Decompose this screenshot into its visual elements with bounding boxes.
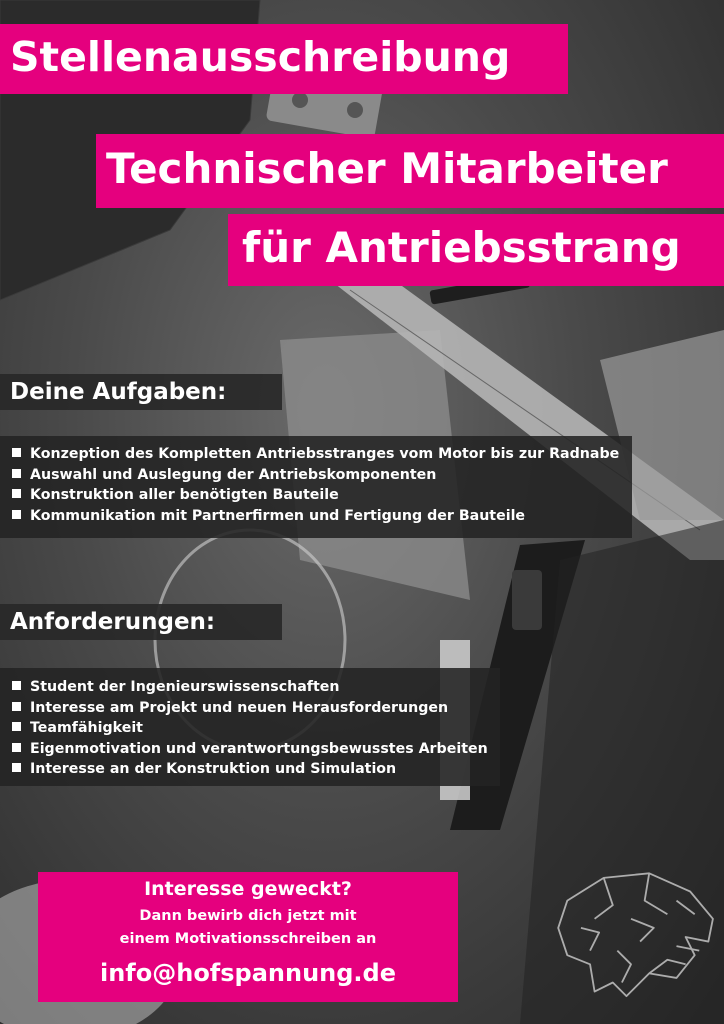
tasks-list — [0, 436, 632, 538]
list-item-text: Konstruktion aller benötigten Bauteile — [30, 487, 339, 503]
square-bullet-icon — [12, 763, 21, 772]
contact-callout — [38, 872, 458, 1002]
square-bullet-icon — [12, 681, 21, 690]
list-item-text: Interesse an der Konstruktion und Simulation — [30, 761, 397, 777]
requirements-list — [0, 668, 500, 786]
square-bullet-icon — [12, 489, 21, 498]
list-item — [12, 485, 632, 506]
square-bullet-icon — [12, 702, 21, 711]
list-item-text: Eigenmotivation und verantwortungsbewusstes Arbeiten — [30, 740, 488, 757]
list-item-text: Auswahl und Auslegung der Antriebskomponenten — [30, 466, 437, 483]
square-bullet-icon — [12, 722, 21, 731]
square-bullet-icon — [12, 469, 21, 478]
list-item — [12, 506, 632, 527]
square-bullet-icon — [12, 448, 21, 457]
list-item — [12, 739, 500, 760]
list-item — [12, 759, 500, 780]
list-item — [12, 465, 632, 486]
list-item-text: Interesse am Projekt und neuen Herausforderungen — [30, 699, 449, 716]
square-bullet-icon — [12, 743, 21, 752]
tasks-heading: Deine Aufgaben: — [0, 374, 282, 410]
list-item-text: Teamfähigkeit — [30, 720, 143, 736]
list-item — [12, 677, 500, 698]
list-item — [12, 718, 500, 739]
square-bullet-icon — [12, 510, 21, 519]
list-item — [12, 444, 632, 465]
poster-title: Stellenausschreibung — [0, 24, 568, 94]
tiger-head-logo — [540, 862, 722, 1012]
list-item-text: Kommunikation mit Partnerfirmen und Fertigung der Bauteile — [30, 507, 526, 524]
list-item-text: Konzeption des Kompletten Antriebsstranges vom Motor bis zur Radnabe — [30, 446, 620, 462]
cta-line-2: einem Motivationsschreiben an — [119, 931, 377, 947]
list-item-text: Student der Ingenieurswissenschaften — [30, 679, 340, 695]
contact-email[interactable]: info@hofspannung.de — [99, 959, 396, 987]
requirements-heading: Anforderungen: — [0, 604, 282, 640]
position-title-line1: Technischer Mitarbeiter — [96, 134, 724, 208]
cta-headline: Interesse geweckt? — [144, 878, 352, 900]
cta-line-1: Dann bewirb dich jetzt mit — [139, 908, 357, 924]
position-title-line2: für Antriebsstrang — [228, 214, 724, 286]
list-item — [12, 698, 500, 719]
